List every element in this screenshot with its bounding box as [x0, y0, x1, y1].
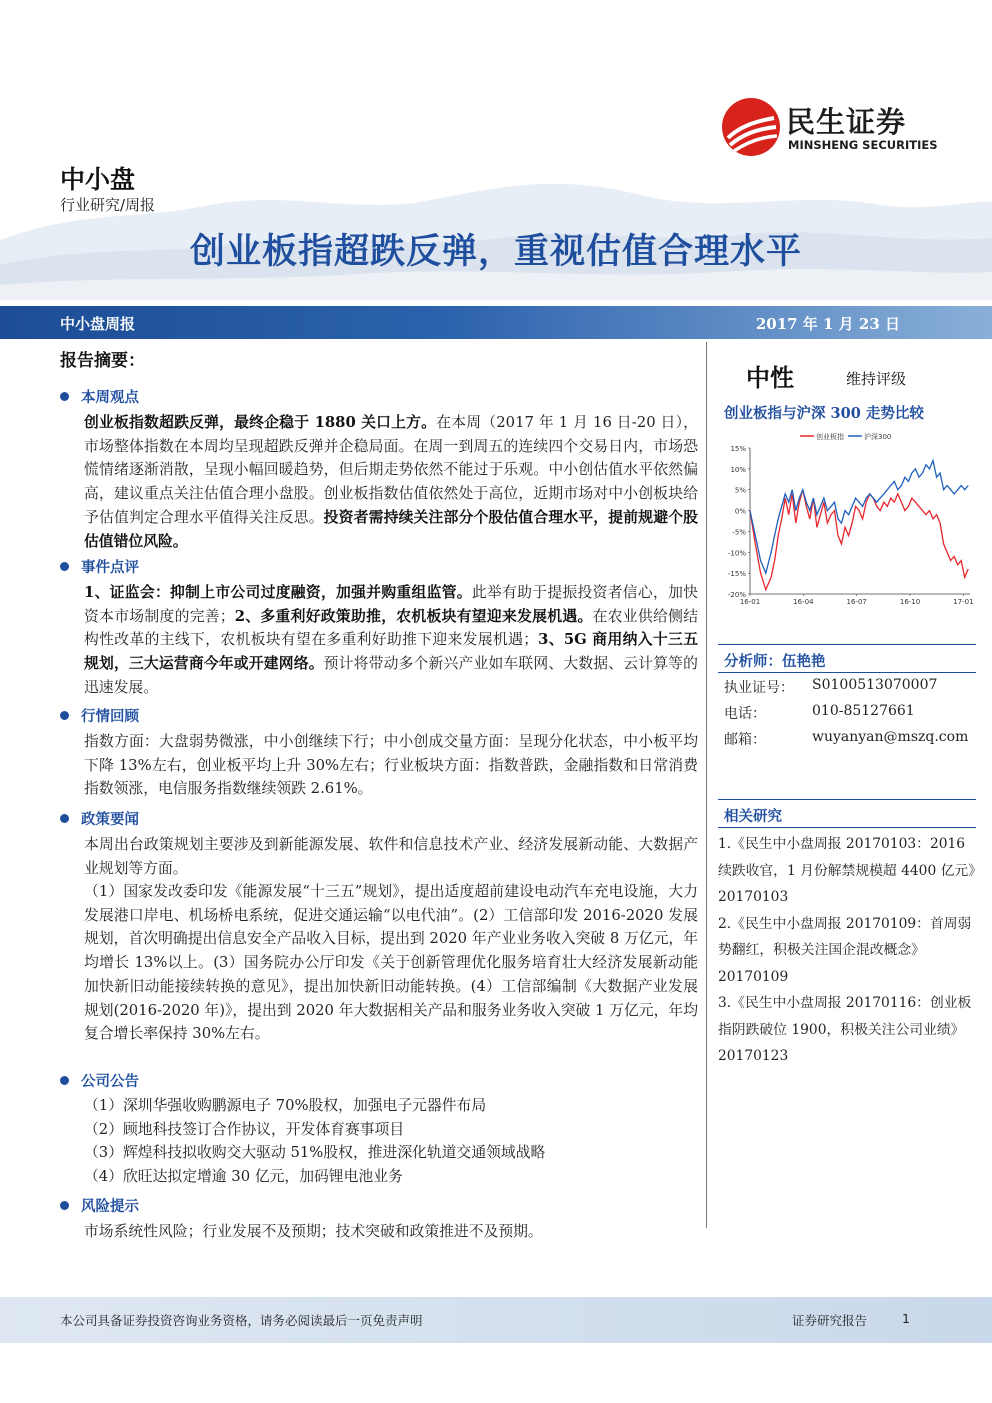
y-tick-label: 15%	[730, 445, 746, 453]
related-item: 3.《民生中小盘周报 20170116：创业板指阴跌破位 1900，积极关注公司业绩》20170123	[718, 995, 972, 1064]
x-tick-label: 17-01	[953, 598, 974, 606]
brand-name-en: MINSHENG SECURITIES	[788, 138, 938, 152]
contact-row	[724, 729, 969, 749]
bullet-icon	[60, 814, 69, 823]
x-tick-label: 16-04	[793, 598, 814, 606]
brand-logo	[722, 98, 962, 162]
analyst-header: 分析师：伍艳艳	[724, 653, 826, 670]
view-tail: 投资者需持续关注部分个股估值合理水平，提前规避个股估值错位风险。	[84, 508, 698, 550]
footer	[0, 1297, 992, 1343]
list-item: （1）深圳华强收购鹏源电子 70%股权，加强电子元器件布局	[84, 1097, 487, 1114]
bullet-icon	[60, 562, 69, 571]
contact-label: 邮箱：	[724, 732, 766, 748]
report-category: 中小盘	[60, 165, 136, 194]
contact-row	[724, 703, 915, 723]
report-headline: 创业板指超跌反弹，重视估值合理水平	[189, 232, 802, 272]
legend-label: 创业板指	[816, 433, 844, 441]
page-number: 1	[902, 1311, 910, 1326]
chart-title: 创业板指与沪深 300 走势比较	[724, 405, 924, 422]
section-header-risk	[60, 1195, 139, 1216]
rating-value: 中性	[746, 364, 794, 392]
y-tick-label: -10%	[727, 549, 746, 558]
contact-label: 电话：	[724, 706, 766, 722]
divider	[718, 644, 976, 645]
section-header-events	[60, 556, 139, 577]
event-3-text: 预计将带动多个新兴产业如车联网、大数据、云计算等的迅速发展。	[84, 655, 698, 696]
footer-report-type: 证券研究报告	[792, 1313, 868, 1328]
report-subcategory: 行业研究/周报	[60, 196, 156, 214]
y-tick-label: -20%	[727, 591, 746, 599]
list-item: （4）欣旺达拟定增逾 30 亿元，加码锂电池业务	[84, 1168, 403, 1186]
report-date: 2017 年 1 月 23 日	[755, 315, 900, 333]
contact-label: 执业证号：	[724, 680, 794, 696]
event-1-bold: 1、证监会：抑制上市公司过度融资，加强并购重组监管。	[84, 584, 472, 601]
x-tick-label: 16-07	[846, 598, 867, 606]
brand-name: 民生证券	[786, 105, 907, 139]
event-2-bold: 2、多重利好政策助推，农机板块有望迎来发展机遇。	[234, 607, 593, 625]
summary-title: 报告摘要：	[60, 351, 145, 371]
event-3-bold: 3、5G 商用纳入十三五规划，三大运营商今年或开建网络。	[84, 631, 698, 673]
title-bar	[0, 306, 992, 339]
section-header-view	[60, 386, 139, 407]
event-2-text: 在农业供给侧结构性改革的主线下，农机板块有望在多重利好助推下迎来发展机遇；	[84, 607, 698, 649]
y-tick-label: 0%	[734, 507, 746, 516]
section-title: 事件点评	[81, 559, 139, 576]
report-series: 中小盘周报	[60, 315, 136, 333]
policy-body: （1）国家发改委印发《能源发展“十三五”规划》，提出适度超前建设电动汽车充电设施，大力发展港口岸电、机场桥电系统，促进交通运输“以电代油”。(2）工信部印发 2016-2020 发展规划，首次明确提出信息安全产品收入目标，提出到 2020 年产业业务收入突破 8 万亿元，年均增长 13%以上。(3）国务院办公厅印发《关于创新管理优化服务培育壮大经济发展新动能加快新旧动能接续转换的意见》，提出加快新旧动能转换。(4）工信部编制《大数据产业发展规划(2016-2020 年)》，提出到 2020 年大数据相关产品和服务业务收入突破 1 万亿元，年均复合增长率保持 30%左右。	[84, 883, 698, 1043]
y-tick-label: -15%	[727, 570, 746, 579]
bullet-icon	[60, 1201, 69, 1210]
list-item: （3）辉煌科技拟收购交大驱动 51%股权，推进深化轨道交通领域战略	[84, 1144, 546, 1162]
x-tick-label: 16-10	[899, 598, 921, 606]
legend-label: 沪深300	[864, 433, 892, 441]
y-tick-label: -5%	[732, 528, 746, 537]
related-list	[718, 831, 978, 1070]
section-header-policy	[60, 808, 139, 829]
bullet-icon	[60, 1076, 69, 1085]
section-title: 政策要闻	[81, 811, 139, 828]
view-lead: 创业板指数超跌反弹，最终企稳于 1880 关口上方。	[84, 414, 437, 431]
divider	[718, 672, 976, 673]
policy-intro: 本周出台政策规划主要涉及到新能源发展、软件和信息技术产业、经济发展新动能、大数据产业规划等方面。	[84, 836, 698, 877]
section-title: 公司公告	[81, 1073, 139, 1090]
company-list	[84, 1094, 698, 1189]
divider	[718, 827, 976, 828]
view-body: 在本周（2017 年 1 月 16 日-20 日），市场整体指数在本周均呈现超跌反弹并企稳局面。在周一到周五的连续四个交易日内，市场恐慌情绪逐渐消散，呈现小幅回暖趋势，但后期走势依然不能过于乐观。中小创估值水平依然偏高，建议重点关注估值合理小盘股。创业板指数估值依然处于高位，近期市场对中小创板块给予估值判定合理水平值得关注反思。	[84, 414, 698, 526]
market-paragraph: 指数方面：大盘弱势微涨，中小创继续下行；中小创成交量方面：呈现分化状态，中小板平均下降 13%左右，创业板平均上升 30%左右；行业板块方面：指数普跌，金融指数和日常消费指数领涨，电信服务指数继续领跌 2.61%。	[84, 733, 698, 798]
risk-paragraph: 市场系统性风险；行业发展不及预期；技术突破和政策推进不及预期。	[84, 1223, 543, 1240]
bullet-icon	[60, 392, 69, 401]
bullet-icon	[60, 711, 69, 720]
section-header-company	[60, 1070, 139, 1091]
section-title: 本周观点	[81, 389, 139, 406]
contact-value[interactable]: wuyanyan@mszq.com	[812, 729, 969, 745]
section-title: 行情回顾	[81, 708, 139, 725]
minsheng-logo-icon	[722, 98, 780, 156]
y-tick-label: 5%	[734, 486, 746, 495]
footer-disclaimer: 本公司具备证券投资咨询业务资格，请务必阅读最后一页免责声明	[60, 1313, 423, 1328]
contact-value: 010-85127661	[812, 703, 915, 719]
view-paragraph	[84, 411, 698, 553]
event-1-text: 此举有助于提振投资者信心，加快资本市场制度的完善；	[84, 584, 698, 625]
contact-row	[724, 677, 938, 697]
section-header-market	[60, 705, 139, 726]
y-tick-label: 10%	[730, 465, 746, 474]
divider	[718, 799, 976, 800]
section-title: 风险提示	[81, 1198, 139, 1215]
events-paragraph	[84, 581, 698, 700]
related-item: 1.《民生中小盘周报 20170103：2016 续跌收官，1 月份解禁规模超 4400 亿元》20170103	[718, 836, 976, 905]
trend-chart	[716, 426, 984, 614]
rating-sub: 维持评级	[846, 370, 907, 388]
column-divider	[706, 342, 707, 1228]
contact-value: S0100513070007	[812, 677, 938, 693]
x-tick-label: 16-01	[739, 598, 761, 606]
related-header: 相关研究	[724, 808, 782, 825]
list-item: （2）顾地科技签订合作协议，开发体育赛事项目	[84, 1120, 405, 1138]
related-item: 2.《民生中小盘周报 20170109：首周弱势翻红，积极关注国企混改概念》20170109	[718, 915, 972, 985]
